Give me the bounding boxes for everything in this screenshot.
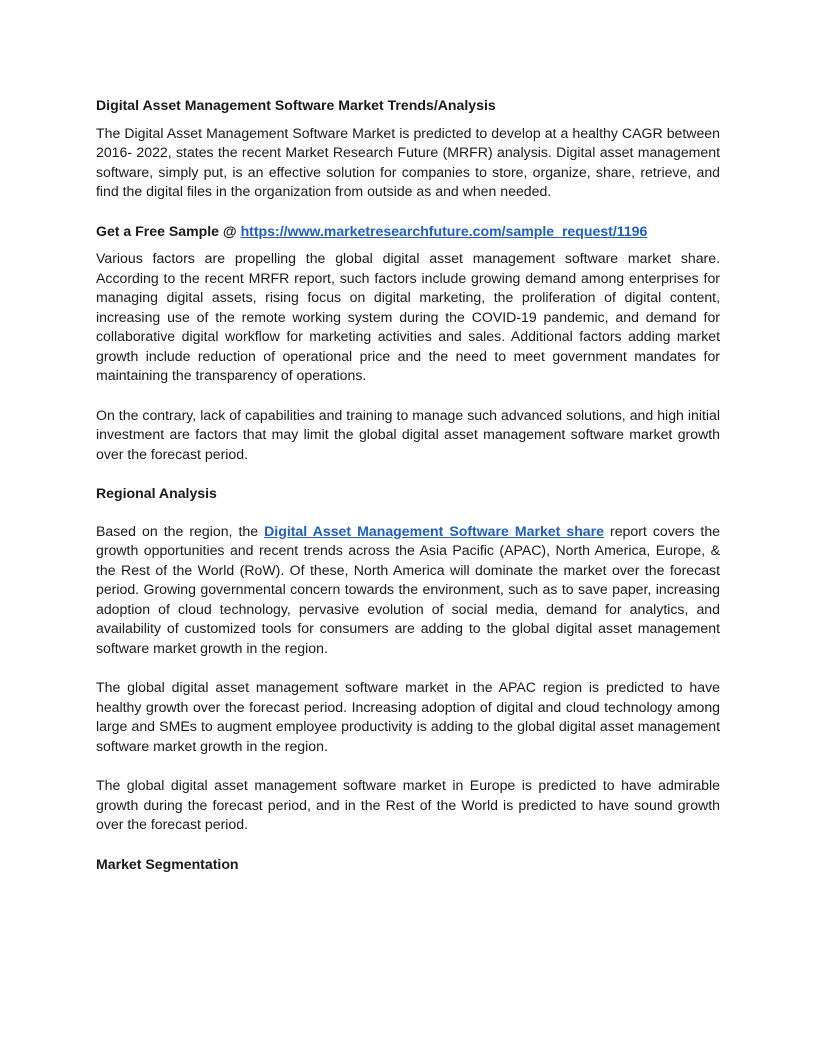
regional-analysis-heading: Regional Analysis [96,485,217,501]
free-sample-label: Get a Free Sample @ [96,222,241,239]
intro-paragraph: The Digital Asset Management Software Market is predicted to develop at a healthy CAGR between 2016- 2022, states the recent Market Research Future (MRFR) analysis. Digital asset management software, simply put, is an effective solution for companies to store, organize, share, retrieve, and find the digital files in the organization from outside as and when needed. [96,124,720,199]
document-page [96,96,720,874]
regional-p1-prefix: Based on the region, the [96,522,265,539]
regional-p1-suffix: report covers the growth opportunities and recent trends across the Asia Pacific (APAC), North America, Europe, & the Rest of the World (RoW). Of these, North America will dominate the market over the forecast period. Growing governmental concern towards the environment, such as to save paper, increasing adoption of cloud technology, pervasive evolution of social media, demand for analytics, and availability of customized tools for consumers are adding to the global digital asset management software market growth in the region. [96,522,721,656]
factors-paragraph: Various factors are propelling the global digital asset management software market share. According to the recent MRFR report, such factors include growing demand among enterprises for managing digital assets, rising focus on digital marketing, the proliferation of digital content, increasing use of the remote working system during the COVID-19 pandemic, and demand for collaborative digital workflow for marketing activities and sales. Additional factors adding market growth include reduction of operational price and the need to meet government mandates for maintaining the transparency of operations. [96,250,720,383]
regional-paragraph-apac: The global digital asset management software market in the APAC region is predicted to have healthy growth over the forecast period. Increasing adoption of digital and cloud technology among large and SMEs to augment employee productivity is adding to the global digital asset management software market growth in the region. [96,679,720,754]
page-title: Digital Asset Management Software Market Trends/Analysis [96,97,496,113]
free-sample-line [96,222,720,242]
market-segmentation-heading: Market Segmentation [96,855,239,872]
regional-paragraph-europe: The global digital asset management software market in Europe is predicted to have admirable growth during the forecast period, and in the Rest of the World is predicted to have sound growth over the forecast period. [96,777,720,832]
sample-request-link[interactable]: https://www.marketresearchfuture.com/sample_request/1196 [240,222,648,239]
contrary-paragraph: On the contrary, lack of capabilities and training to manage such advanced solutions, and high initial investment are factors that may limit the global digital asset management software market growth over the forecast period. [96,406,720,462]
market-share-link[interactable]: Digital Asset Management Software Market share [264,522,604,539]
regional-paragraph-1 [96,522,720,659]
